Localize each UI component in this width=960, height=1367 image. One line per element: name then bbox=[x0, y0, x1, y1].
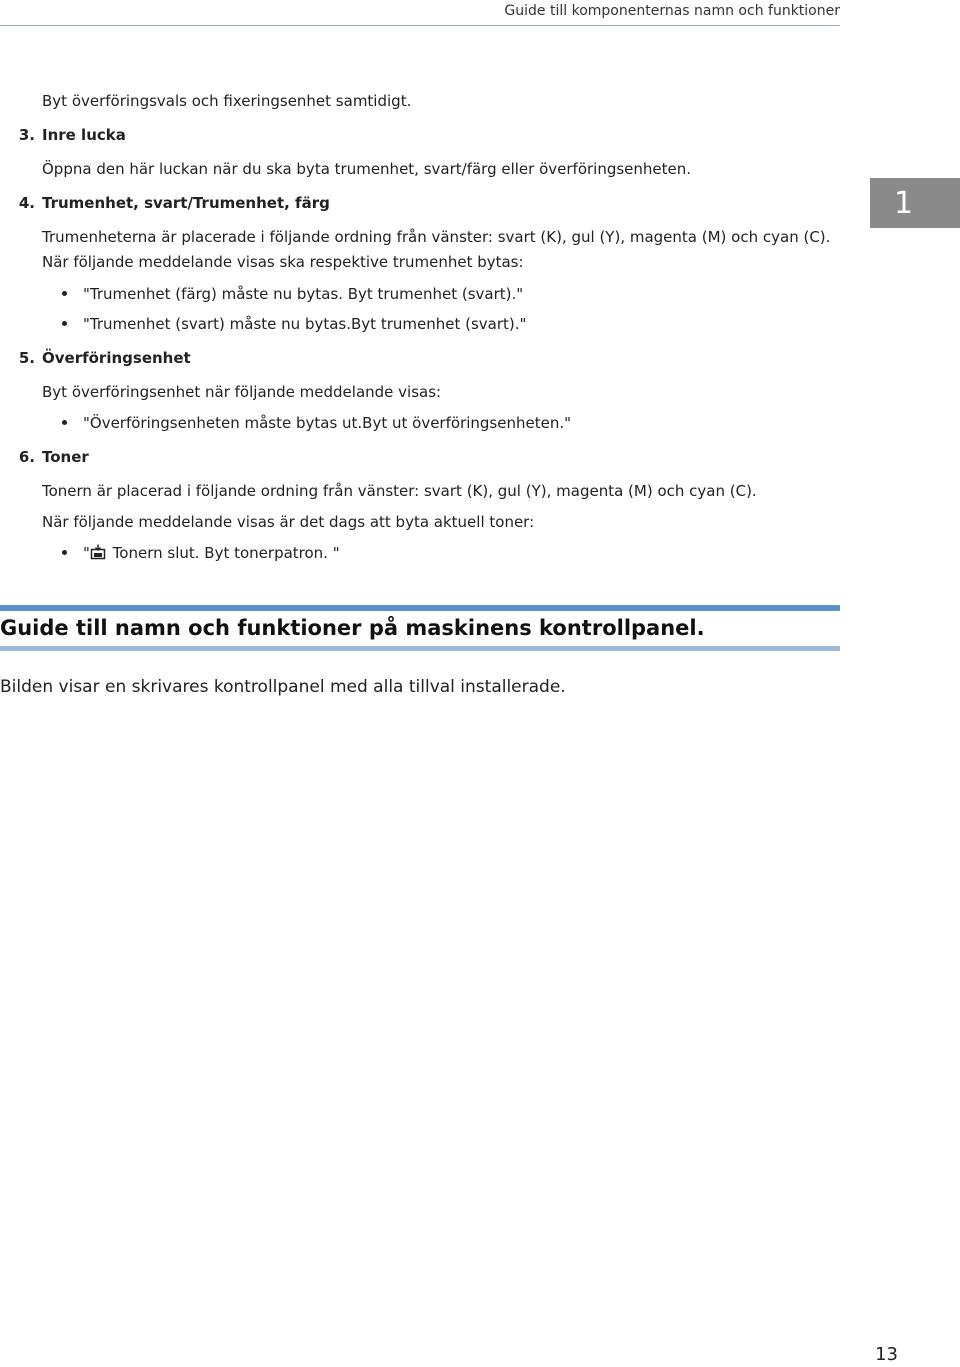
chapter-tab: 1 bbox=[870, 178, 960, 228]
item-title: Trumenhet, svart/Trumenhet, färg bbox=[42, 194, 330, 212]
bullet-dot bbox=[62, 550, 67, 555]
item-text: Byt överföringsenhet när följande meddelande visas: bbox=[42, 383, 442, 401]
header-rule bbox=[0, 25, 840, 26]
bullet-prefix: " bbox=[83, 544, 90, 562]
item-title: Inre lucka bbox=[42, 126, 126, 144]
section-title: Guide till namn och funktioner på maskinens kontrollpanel. bbox=[0, 616, 705, 640]
section-rule-bottom bbox=[0, 646, 840, 651]
running-header: Guide till komponenternas namn och funktioner bbox=[504, 3, 840, 19]
bullet-dot bbox=[62, 321, 67, 326]
bullet-text: "Trumenhet (svart) måste nu bytas.Byt trumenhet (svart)." bbox=[83, 315, 527, 333]
toner-end-icon bbox=[90, 544, 106, 560]
item-number: 6. bbox=[18, 448, 35, 466]
item-text: När följande meddelande visas är det dags att byta aktuell toner: bbox=[42, 513, 535, 531]
bullet-dot bbox=[62, 291, 67, 296]
item-number: 3. bbox=[18, 126, 35, 144]
bullet-text: "Trumenhet (färg) måste nu bytas. Byt trumenhet (svart)." bbox=[83, 285, 524, 303]
page-number: 13 bbox=[875, 1344, 898, 1365]
item-text: Trumenheterna är placerade i följande ordning från vänster: svart (K), gul (Y), magenta (M) och cyan (C). bbox=[42, 228, 831, 246]
bullet-text-message: Tonern slut. Byt tonerpatron. " bbox=[107, 544, 340, 562]
item-number: 4. bbox=[18, 194, 35, 212]
item-text: Öppna den här luckan när du ska byta trumenhet, svart/färg eller överföringsenheten. bbox=[42, 160, 692, 178]
item-number: 5. bbox=[18, 349, 35, 367]
bullet-text: "Överföringsenheten måste bytas ut.Byt ut överföringsenheten." bbox=[83, 414, 571, 432]
item-text: När följande meddelande visas ska respektive trumenhet bytas: bbox=[42, 253, 524, 271]
bullet-dot bbox=[62, 420, 67, 425]
bullet-text bbox=[83, 543, 340, 563]
item-text: Tonern är placerad i följande ordning från vänster: svart (K), gul (Y), magenta (M) och cyan (C). bbox=[42, 482, 757, 500]
section-rule-top bbox=[0, 605, 840, 611]
item-title: Överföringsenhet bbox=[42, 349, 191, 367]
intro-line: Byt överföringsvals och fixeringsenhet samtidigt. bbox=[42, 92, 412, 110]
item-title: Toner bbox=[42, 448, 89, 466]
section-intro: Bilden visar en skrivares kontrollpanel med alla tillval installerade. bbox=[0, 677, 566, 697]
